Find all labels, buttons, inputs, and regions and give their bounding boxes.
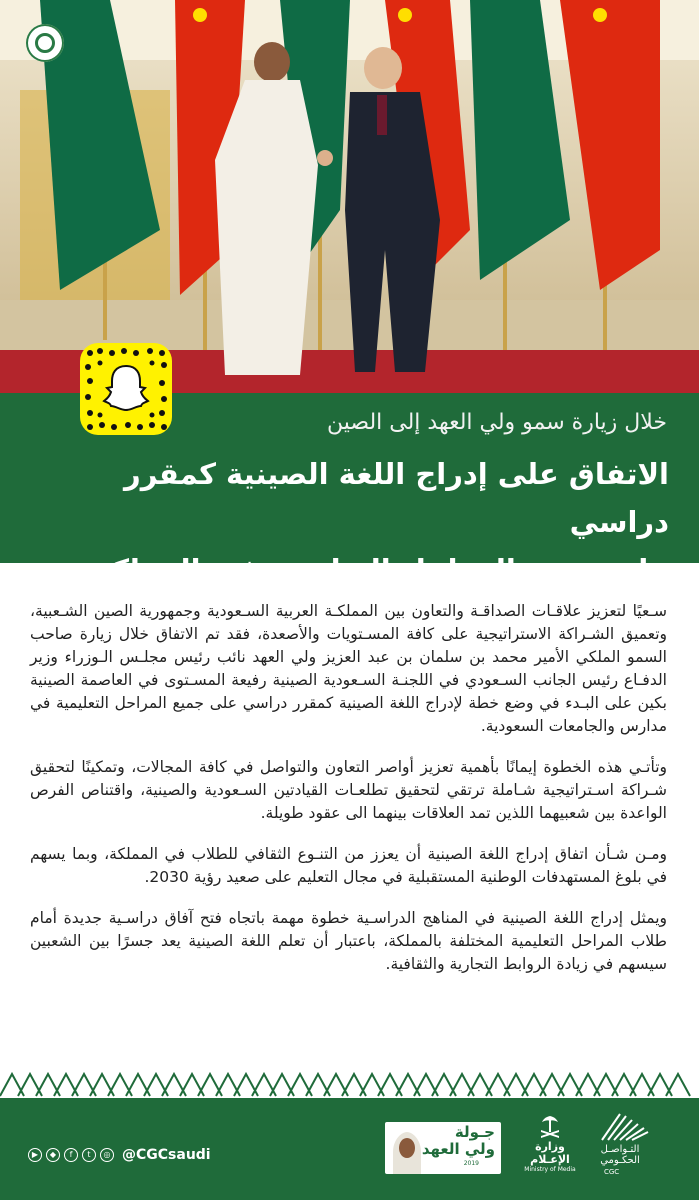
ministry-of-media-logo: وزارة الإعـلام Ministry of Media xyxy=(520,1114,580,1180)
headline xyxy=(29,450,669,594)
cgc-badge-icon xyxy=(26,24,64,62)
subtitle: خلال زيارة سمو ولي العهد إلى الصين xyxy=(326,410,667,435)
twitter-icon[interactable]: t xyxy=(82,1148,96,1162)
article-body xyxy=(30,600,667,994)
tour-logo-text: جـولة ولي العهد xyxy=(421,1123,495,1158)
headline-line-1: الاتفاق على إدراج اللغة الصينية كمقرر دراسي xyxy=(124,457,669,539)
instagram-icon[interactable]: ◎ xyxy=(100,1148,114,1162)
social-links xyxy=(28,1147,211,1163)
headline-line-2: على جميع المراحل التعليمية في المملكة xyxy=(94,553,669,587)
paragraph: سـعيًا لتعزيز علاقـات الصداقـة والتعاون بين المملكـة العربية السـعودية وجمهورية الصين الشـعبية، وتعميق الشـراكة الاستراتيجية على كافة المسـتويات والأصعدة، فقد تم الاتفاق خلال زيارة صاحب السمو الملكي الأمير محمد بن سلمان بن عبد العزيز ولي العهد نائب رئيس مجلـس الـوزراء وزير الدفـاع رئيس الجانب السـعودي في اللجنـة السـعودية الصينية رفيعة المسـتوى في العاصمة الصينية بكين على البـدء في وضع خطة لإدراج اللغة الصينية كمقرر دراسي على جميع المراحل التعليمية في مدارس والجامعات السعودية. xyxy=(30,602,667,735)
paragraph: ويمثل إدراج اللغة الصينية في المناهج الدراسـية خطوة مهمة باتجاه فتح آفاق دراسـية جديدة أمام طلاب المراحل التعليمية المختلفة بالمملكة، باعتبار أن تعلم اللغة الصينية يعد جسرًا بين الشعبين سيسهم في زيادة الروابط التجارية والثقافية. xyxy=(30,909,667,973)
paragraph: ومـن شـأن اتفاق إدراج اللغة الصينية أن يعزز من التنـوع الثقافي للطلاب في المملكة، وبما يسهم في بلوغ المستهدفات الوطنية المستقبلية في مجال التعليم على صعيد رؤية 2030. xyxy=(30,845,667,886)
snapchat-icon[interactable]: ◆ xyxy=(46,1148,60,1162)
paragraph: وتأتـي هذه الخطوة إيمانًا بأهمية تعزيز أواصر التعاون والتواصل في كافة المجالات، وتمكينًا لتحقيق شـراكة اسـتراتيجية شـاملة ترتقي لتحقيق تطلعـات القيادتين السـعودية والصينية، واقتناص الفرص الواعدة بين شعبيهما اللذين تمد العلاقات بينهما الى عقود طويلة. xyxy=(30,758,667,822)
palm-swords-emblem-icon xyxy=(537,1114,563,1140)
snapchat-ghost-icon xyxy=(102,363,150,413)
youtube-icon[interactable]: ▶ xyxy=(28,1148,42,1162)
cgc-waves-icon xyxy=(600,1110,650,1144)
cgc-logo: التـواصـل الحكـومي CGC xyxy=(590,1110,680,1180)
social-handle[interactable]: @CGCsaudi xyxy=(122,1147,211,1163)
crown-prince-tour-logo xyxy=(385,1122,501,1174)
header-photo xyxy=(0,0,699,393)
decorative-pattern xyxy=(0,1068,699,1098)
facebook-icon[interactable]: f xyxy=(64,1148,78,1162)
tour-logo-year: 2019 xyxy=(463,1160,479,1167)
snapcode[interactable] xyxy=(80,343,172,435)
handshake-photo-icon xyxy=(0,0,699,393)
